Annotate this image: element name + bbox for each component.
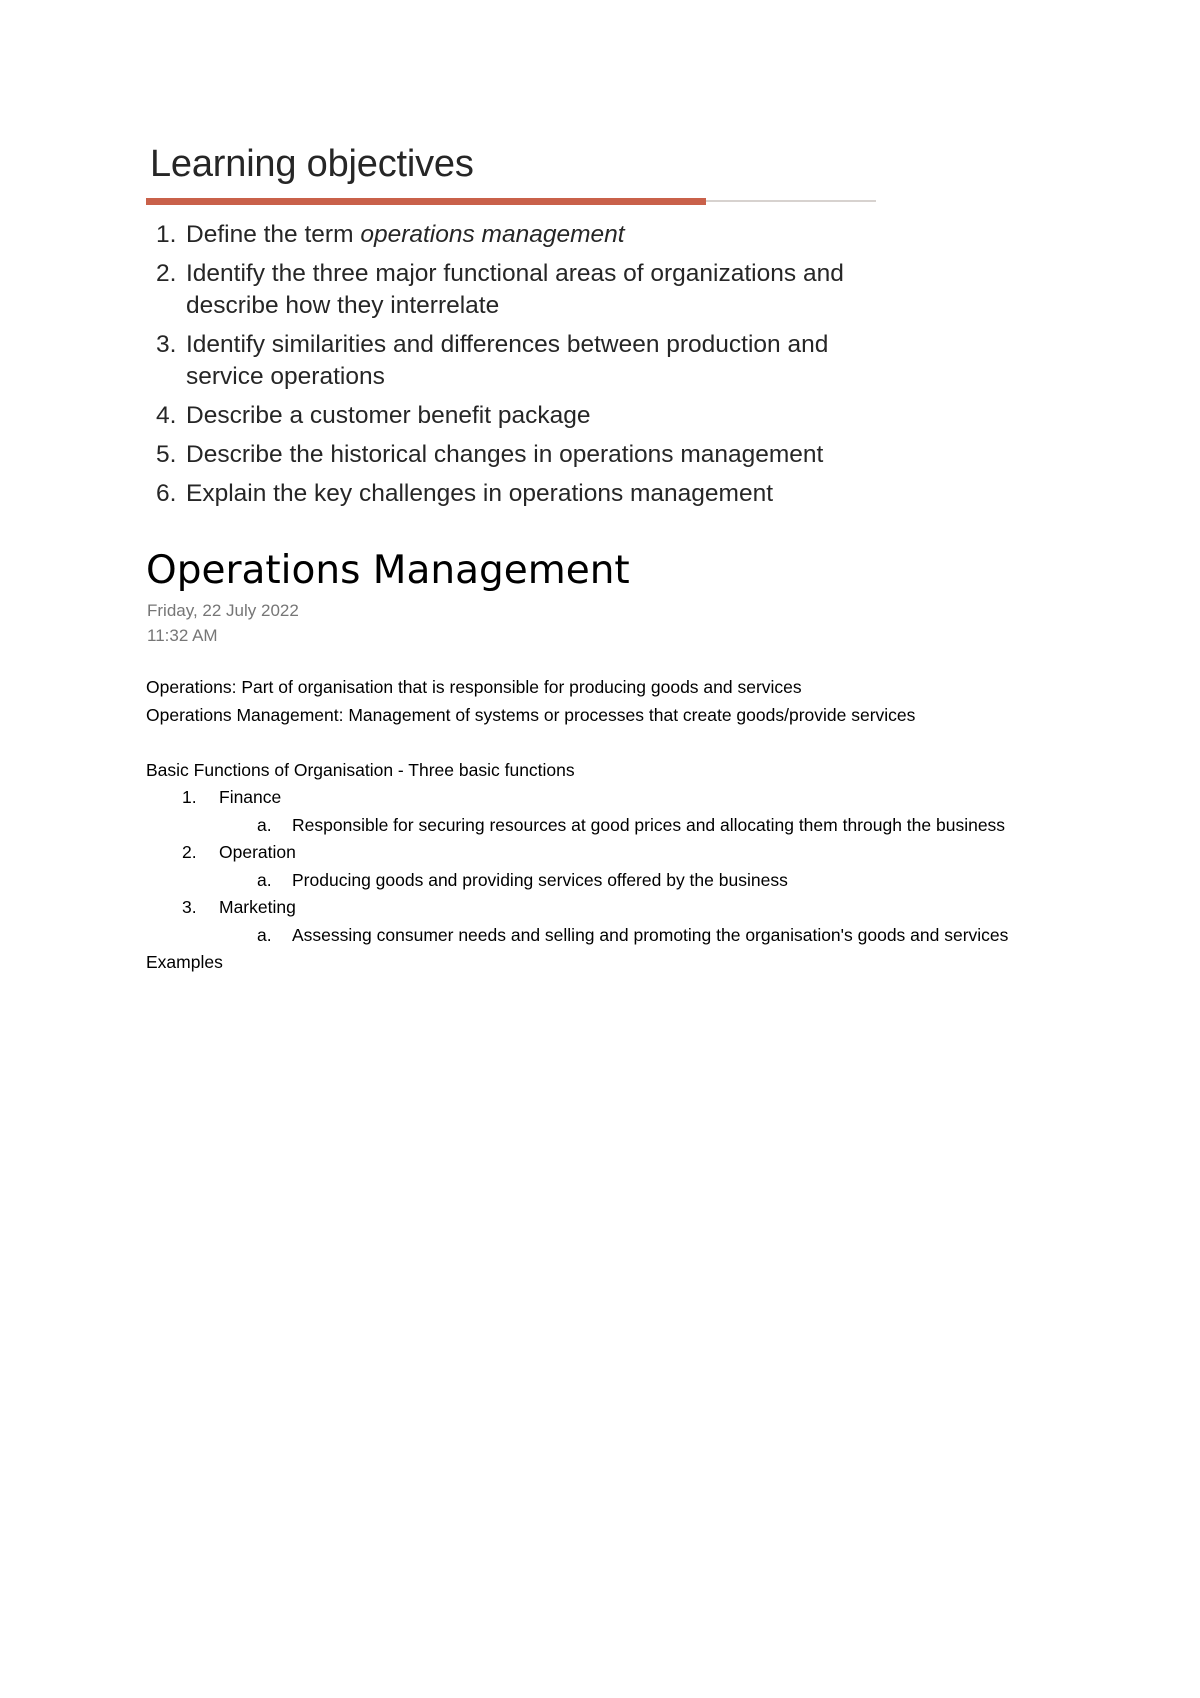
page-title: Operations Management <box>146 548 630 593</box>
objective-text: Identify similarities and differences between production and service operations <box>186 331 829 390</box>
objective-item <box>156 439 876 471</box>
objective-emphasis: operations management <box>360 221 625 248</box>
function-sublist <box>219 812 1076 840</box>
function-name: Finance <box>219 787 282 807</box>
function-sublist <box>219 867 1076 895</box>
function-name: Marketing <box>219 897 296 917</box>
function-item <box>146 839 1076 894</box>
function-item <box>146 784 1076 839</box>
function-number: 1. <box>182 787 197 807</box>
function-detail: Responsible for securing resources at good prices and allocating them through the business <box>292 814 1006 835</box>
slide-rule-thin <box>706 200 876 202</box>
objective-text: Define the term <box>186 221 361 248</box>
objective-item <box>156 329 876 393</box>
function-detail-item <box>219 867 1012 895</box>
blank-line <box>146 729 1076 757</box>
function-detail-letter: a. <box>257 869 272 890</box>
objective-number: 3. <box>156 331 177 358</box>
definition-operations-management: Operations Management: Management of systems or processes that create goods/provide services <box>146 704 916 725</box>
function-number: 2. <box>182 842 197 862</box>
note-body <box>146 674 1076 977</box>
objective-number: 5. <box>156 441 177 468</box>
objective-number: 6. <box>156 480 177 507</box>
definition-operations: Operations: Part of organisation that is responsible for producing goods and services <box>146 677 802 697</box>
function-item <box>146 894 1076 949</box>
function-detail-letter: a. <box>257 814 272 835</box>
slide-rule-accent <box>146 198 706 205</box>
page-date: Friday, 22 July 2022 <box>147 601 299 620</box>
slide-title-rule <box>146 197 876 205</box>
page-time: 11:32 AM <box>147 626 218 645</box>
examples-label: Examples <box>146 952 223 972</box>
objective-item <box>156 219 876 251</box>
function-detail: Assessing consumer needs and selling and promoting the organisation's goods and services <box>292 924 1009 945</box>
objective-item <box>156 400 876 432</box>
function-name: Operation <box>219 842 296 862</box>
objective-item <box>156 258 876 322</box>
slide-title: Learning objectives <box>150 143 474 185</box>
function-detail-item <box>219 812 1012 840</box>
function-number: 3. <box>182 897 197 917</box>
function-sublist <box>219 922 1076 950</box>
objective-item <box>156 478 876 510</box>
objectives-list <box>156 219 876 517</box>
functions-heading: Basic Functions of Organisation - Three basic functions <box>146 759 575 780</box>
objective-number: 2. <box>156 260 177 287</box>
objective-text: Describe the historical changes in operations management <box>186 441 824 468</box>
objective-text: Describe a customer benefit package <box>186 402 591 429</box>
objective-number: 1. <box>156 221 177 248</box>
function-detail-item <box>219 922 1012 950</box>
objective-number: 4. <box>156 402 177 429</box>
objective-text: Explain the key challenges in operations management <box>186 480 774 507</box>
function-detail-letter: a. <box>257 924 272 945</box>
objective-text: Identify the three major functional areas of organizations and describe how they interrelate <box>186 260 844 319</box>
page-timestamp <box>147 598 299 648</box>
learning-objectives-slide <box>146 140 886 545</box>
functions-list <box>146 784 1076 949</box>
function-detail: Producing goods and providing services offered by the business <box>292 869 788 890</box>
